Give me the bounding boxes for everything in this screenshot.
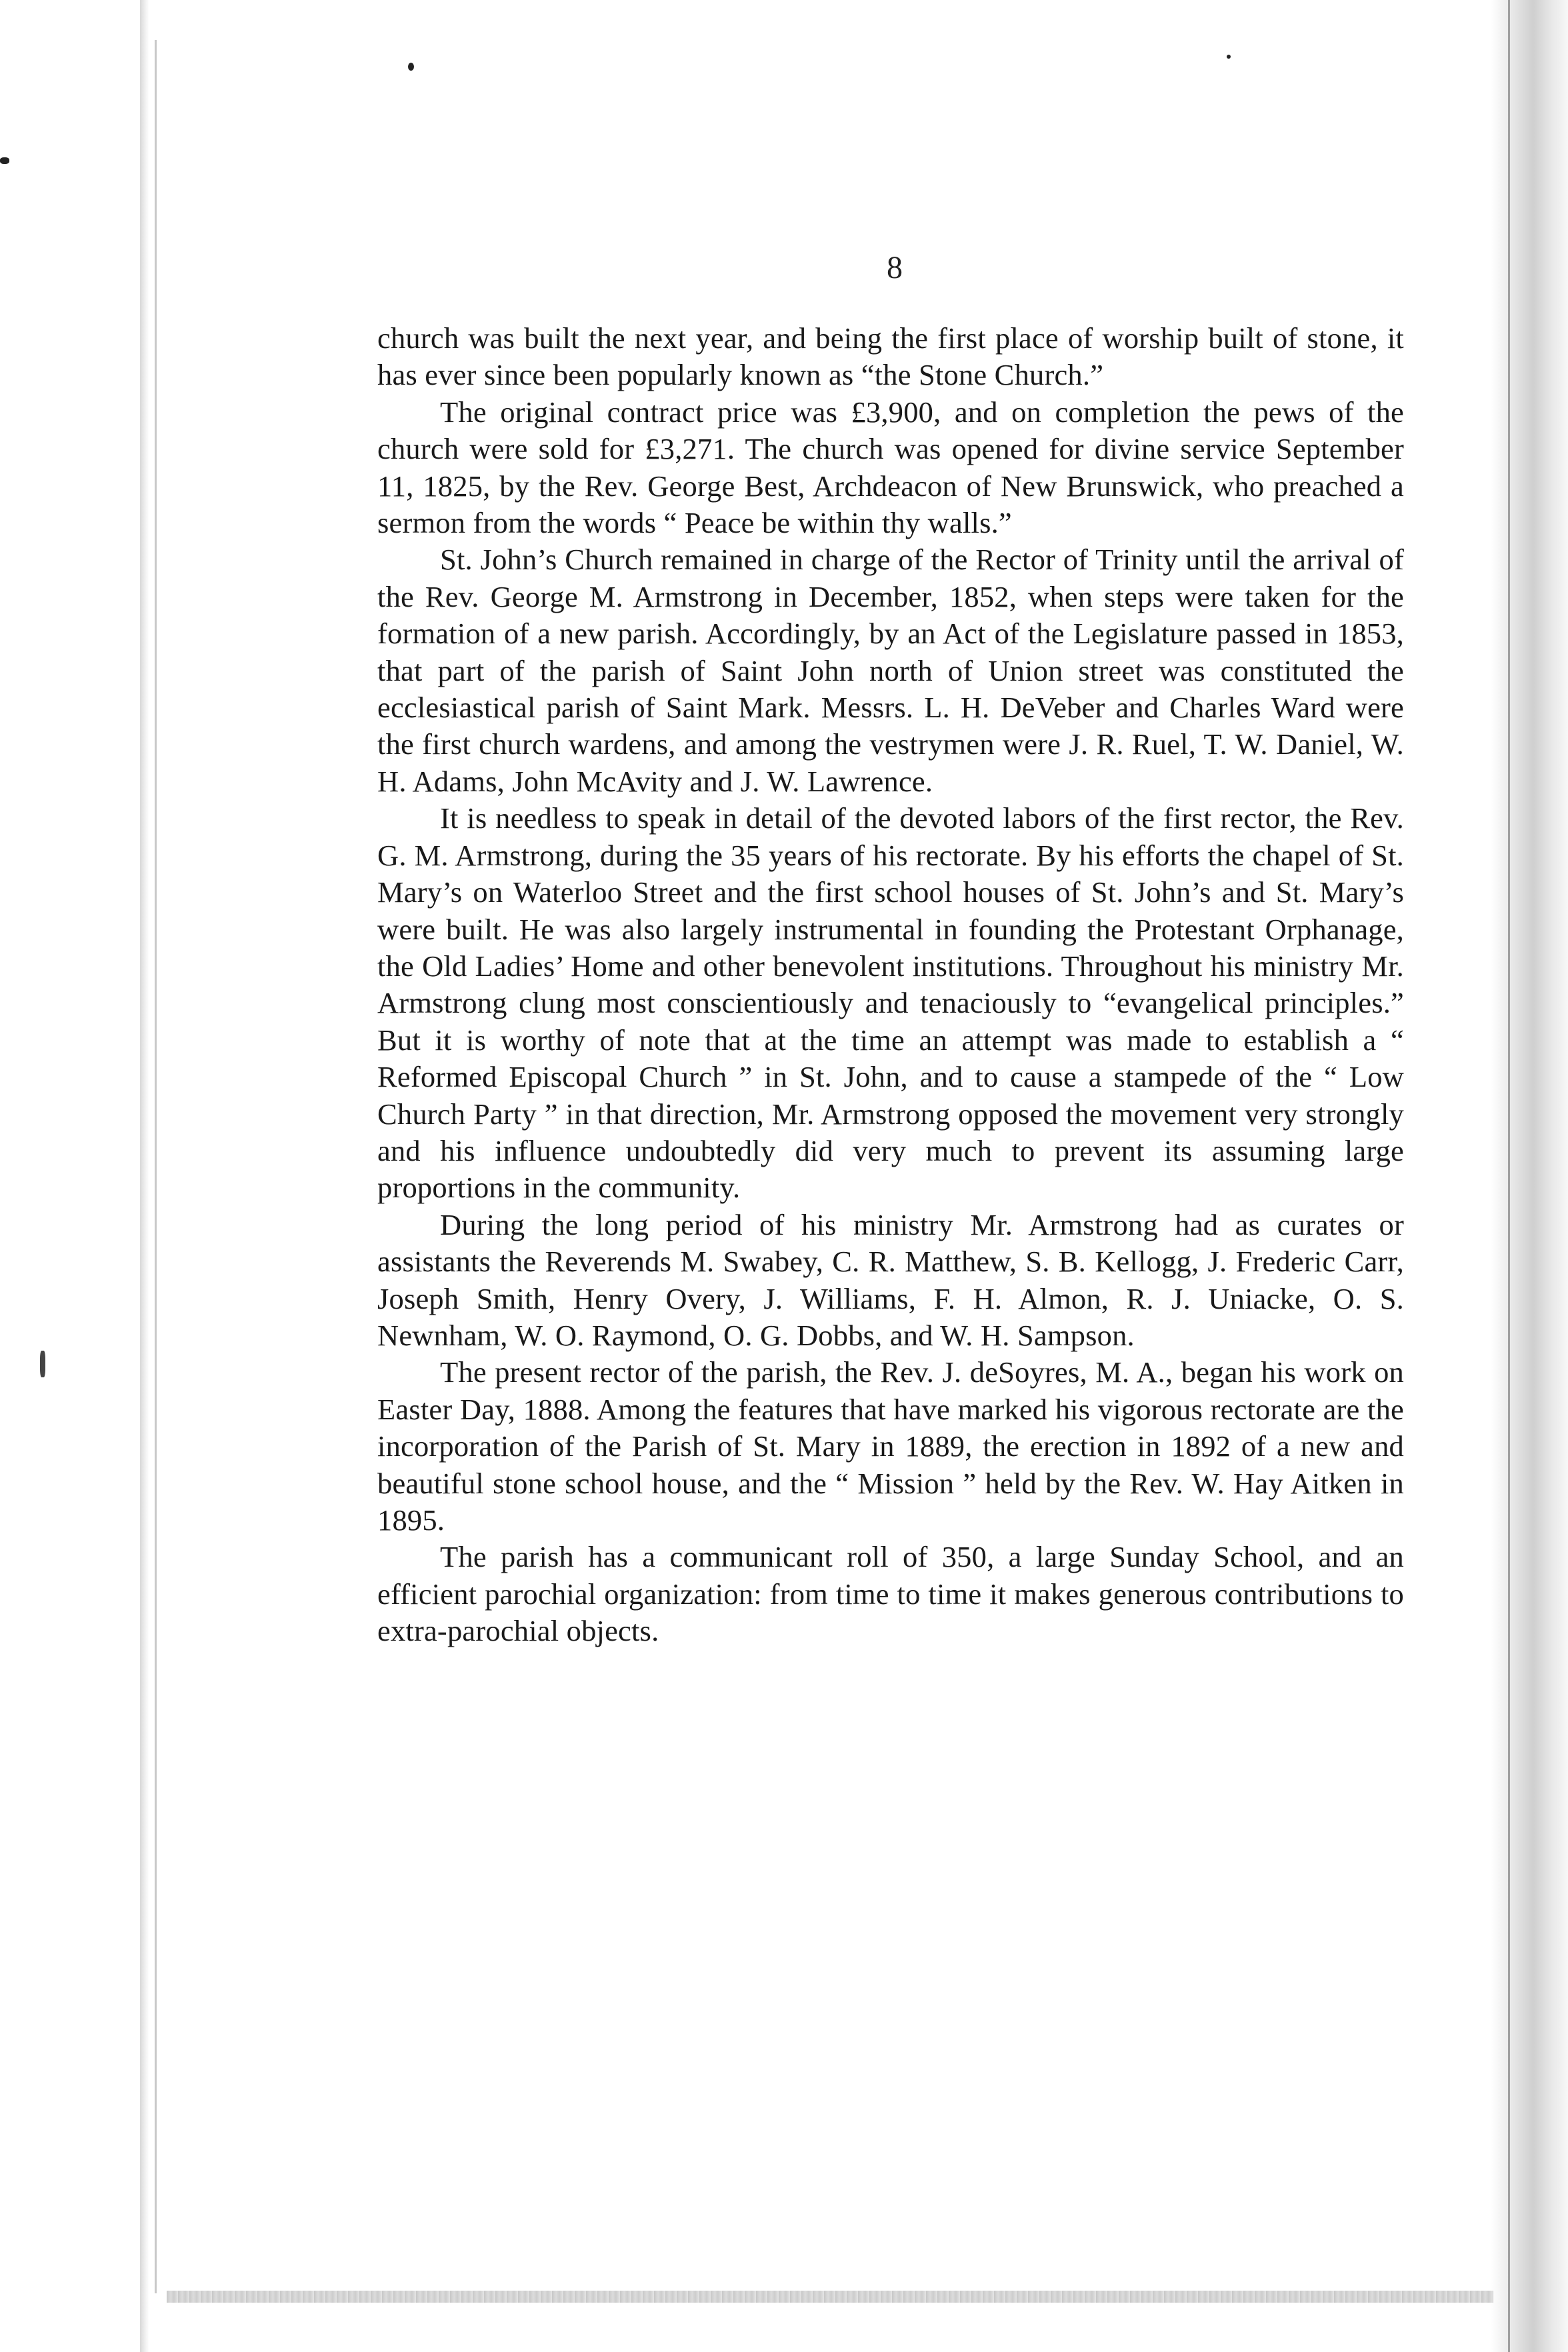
scan-speck bbox=[40, 1351, 45, 1377]
scan-speck bbox=[1227, 55, 1231, 59]
scan-edge-left-line bbox=[155, 40, 157, 2293]
paragraph-new-parish: St. John’s Church remained in charge of the Rector of Trinity until the arrival of the Rev. George M. Armstrong in December, 1852, when steps were taken for the formation of a new parish. Accordingly, by an Act of the Legislature passed in 1853, that part of the parish of Saint John north of Union street was constituted the ecclesiastical parish of Saint Mark. Messrs. L. H. DeVeber and Charles Ward were the first church wardens, and among the vestrymen were J. R. Ruel, T. W. Daniel, W. H. Adams, John McAvity and J. W. Lawrence. bbox=[377, 543, 1404, 798]
page-number: 8 bbox=[887, 250, 903, 285]
scan-edge-left bbox=[140, 0, 149, 2352]
scan-speck bbox=[408, 63, 414, 71]
scan-edge-right-line bbox=[1508, 0, 1510, 2352]
paragraph-present-rector: The present rector of the parish, the Rev. J. deSoyres, M. A., began his work on Easter Day, 1888. Among the features that have marked his vigorous rectorate are the incorporation of the Parish of St. Mary in 1889, the erection in 1892 of a new and beautiful stone school house, and the “ Mission ” held by the Rev. W. Hay Aitken in 1895. bbox=[377, 1355, 1404, 1537]
paragraph-contract-price: The original contract price was £3,900, and on completion the pews of the church were sold for £3,271. The church was opened for divine service September 11, 1825, by the Rev. George Best, Archdeacon of New Brunswick, who preached a sermon from the words “ Peace be within thy walls.” bbox=[377, 395, 1404, 540]
scan-edge-bottom bbox=[167, 2291, 1493, 2303]
scan-speck bbox=[0, 157, 9, 164]
paragraph-first-rector: It is needless to speak in detail of the devoted labors of the first rector, the Rev. G. M. Armstrong, during the 35 years of his rectorate. By his efforts the chapel of St. Mary’s on Waterloo Street and the first school houses of St. John’s and St. Mary’s were built. He was also largely instrumental in founding the Protestant Orphanage, the Old Ladies’ Home and other benevolent institutions. Throughout his ministry Mr. Armstrong clung most conscientiously and tenaciously to “evangelical principles.” But it is worthy of note that at the time an attempt was made to establish a “ Reformed Episcopal Church ” in St. John, and to cause a stampede of the “ Low Church Party ” in that direction, Mr. Armstrong opposed the movement very strongly and his influence undoubtedly did very much to prevent its assuming large proportions in the community. bbox=[377, 801, 1404, 1205]
paragraph-continuation: church was built the next year, and being the first place of worship built of stone, it has ever since been popularly known as “the Stone Church.” bbox=[377, 321, 1404, 392]
paragraph-curates: During the long period of his ministry Mr. Armstrong had as curates or assistants the Reverends M. Swabey, C. R. Matthew, S. B. Kellogg, J. Frederic Carr, Joseph Smith, Henry Overy, J. Williams, F. H. Almon, R. J. Uniacke, O. S. Newnham, W. O. Raymond, O. G. Dobbs, and W. H. Sampson. bbox=[377, 1207, 1404, 1352]
paragraph-communicant-roll: The parish has a communicant roll of 350, a large Sunday School, and an efficient parochial organization: from time to time it makes generous contributions to extra-parochial objects. bbox=[377, 1540, 1404, 1648]
text-column bbox=[377, 320, 1404, 1650]
scan-edge-right bbox=[1491, 0, 1568, 2352]
